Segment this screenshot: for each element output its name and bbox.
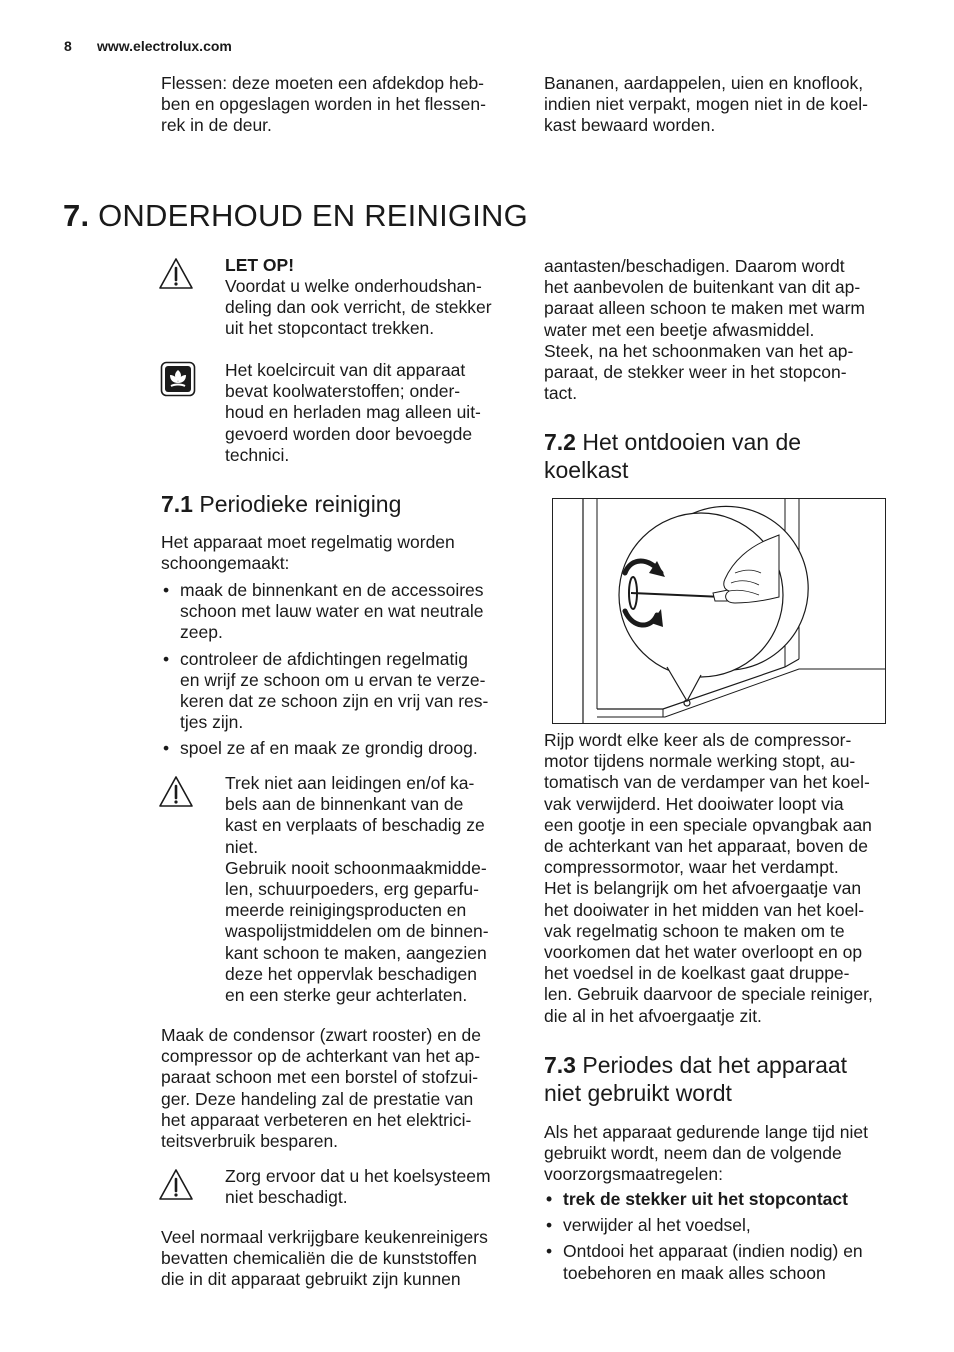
list-item: • controleer de afdichtingen regelmatig en wrijf ze schoon om u ervan te verze- keren dat ze schoon zijn en vrij van res- tjes zijn.	[161, 649, 521, 734]
warning-triangle-icon	[158, 774, 194, 810]
warning-text: Zorg ervoor dat u het koelsysteem niet beschadigt.	[225, 1166, 491, 1208]
chapter-number: 7.	[63, 198, 90, 233]
warning-text: Voordat u welke onderhoudshan- deling dan ook verricht, de stekker uit het stopcontact trekken.	[225, 276, 492, 339]
section-number: 7.1	[161, 491, 193, 517]
list-item: • trek de stekker uit het stopcontact	[544, 1189, 904, 1210]
cleaners-paragraph-continued: aantasten/beschadigen. Daarom wordt het aanbevolen de buitenkant van dit ap- paraat alleen schoon te maken met warm water met een beetje afwasmiddel. Steek, na het schoonmaken van het ap- paraat, de stekker weer in het stopcon- tact.	[544, 256, 865, 404]
warning-triangle-icon	[158, 1167, 194, 1203]
condensor-paragraph: Maak de condensor (zwart rooster) en de compressor op de achterkant van het ap- paraat schoon met een borstel of stofzui- ger. Deze handeling zal de prestatie van het apparaat verbeteren en het elektrici- teitsverbruik besparen.	[161, 1025, 482, 1152]
section-intro: Als het apparaat gedurende lange tijd niet gebruikt wordt, neem dan de volgende voorzorgsmaatregelen:	[544, 1122, 868, 1185]
defrost-drain-cleaner-illustration	[553, 499, 885, 723]
section-title: Periodieke reiniging	[199, 491, 402, 517]
section-intro: Het apparaat moet regelmatig worden schoongemaakt:	[161, 532, 455, 574]
chapter-title: ONDERHOUD EN REINIGING	[98, 198, 528, 233]
list-item: • maak de binnenkant en de accessoires schoon met lauw water en wat neutrale zeep.	[161, 580, 521, 644]
environment-note-text: Het koelcircuit van dit apparaat bevat koolwaterstoffen; onder- houd en herladen mag alleen uit- gevoerd worden door bevoegde technici.	[225, 360, 481, 465]
section-title: Periodes dat het apparaat niet gebruikt wordt	[544, 1052, 848, 1106]
list-item: • Ontdooi het apparaat (indien nodig) en toebehoren en maak alles schoon	[544, 1241, 904, 1283]
precautions-bullet-list	[544, 1189, 904, 1289]
chapter-heading	[63, 196, 528, 236]
intro-right-paragraph: Bananen, aardappelen, uien en knoflook, indien niet verpakt, mogen niet in de koel- kast bewaard worden.	[544, 73, 868, 136]
section-heading-7-2	[544, 428, 904, 484]
list-item: • spoel ze af en maak ze grondig droog.	[161, 738, 521, 759]
section-number: 7.3	[544, 1052, 576, 1078]
page-number: 8	[64, 38, 72, 54]
intro-left-paragraph: Flessen: deze moeten een afdekdop heb- ben en opgeslagen worden in het flessen- rek in de deur.	[161, 73, 486, 136]
section-number: 7.2	[544, 429, 576, 455]
section-heading-7-3	[544, 1051, 904, 1107]
defrost-paragraph: Rijp wordt elke keer als de compressor- motor tijdens normale werking stopt, au- tomatisch van de verdamper van het koel- vak verwijderd. Het dooiwater loopt via een gootje in een speciale opvangbak aan de achterkant van het apparaat, boven de compressormotor, waar het verdampt. Het is belangrijk om het afvoergaatje van het dooiwater in het midden van het koel- vak regelmatig schoon te maken om te voorkomen dat het water overloopt en op het voedsel in de koelkast gaat druppe- len. Gebruik daarvoor de speciale reiniger, die al in het afvoergaatje zit.	[544, 730, 873, 1026]
cleaning-bullet-list	[161, 580, 521, 765]
defrost-drain-figure	[552, 498, 886, 724]
list-item: • verwijder al het voedsel,	[544, 1215, 904, 1236]
warning-title: LET OP!	[225, 255, 295, 275]
environment-icon	[160, 361, 196, 397]
cleaners-paragraph: Veel normaal verkrijgbare keukenreinigers bevatten chemicaliën die de kunststoffen die in dit apparaat gebruikt zijn kunnen	[161, 1227, 488, 1290]
warning-triangle-icon	[158, 256, 194, 292]
section-title: Het ontdooien van de koelkast	[544, 429, 802, 483]
warning-text: Trek niet aan leidingen en/of ka- bels aan de binnenkant van de kast en verplaats of beschadig ze niet. Gebruik nooit schoonmaakmidde- len, schuurpoeders, erg geparfu- meerde reinigingsproducten en waspolijstmiddelen om de binnen- kant schoon te maken, aangezien deze het oppervlak beschadigen en een sterke geur achterlaten.	[225, 773, 489, 1006]
website-url: www.electrolux.com	[97, 38, 232, 54]
section-heading-7-1	[161, 490, 401, 518]
